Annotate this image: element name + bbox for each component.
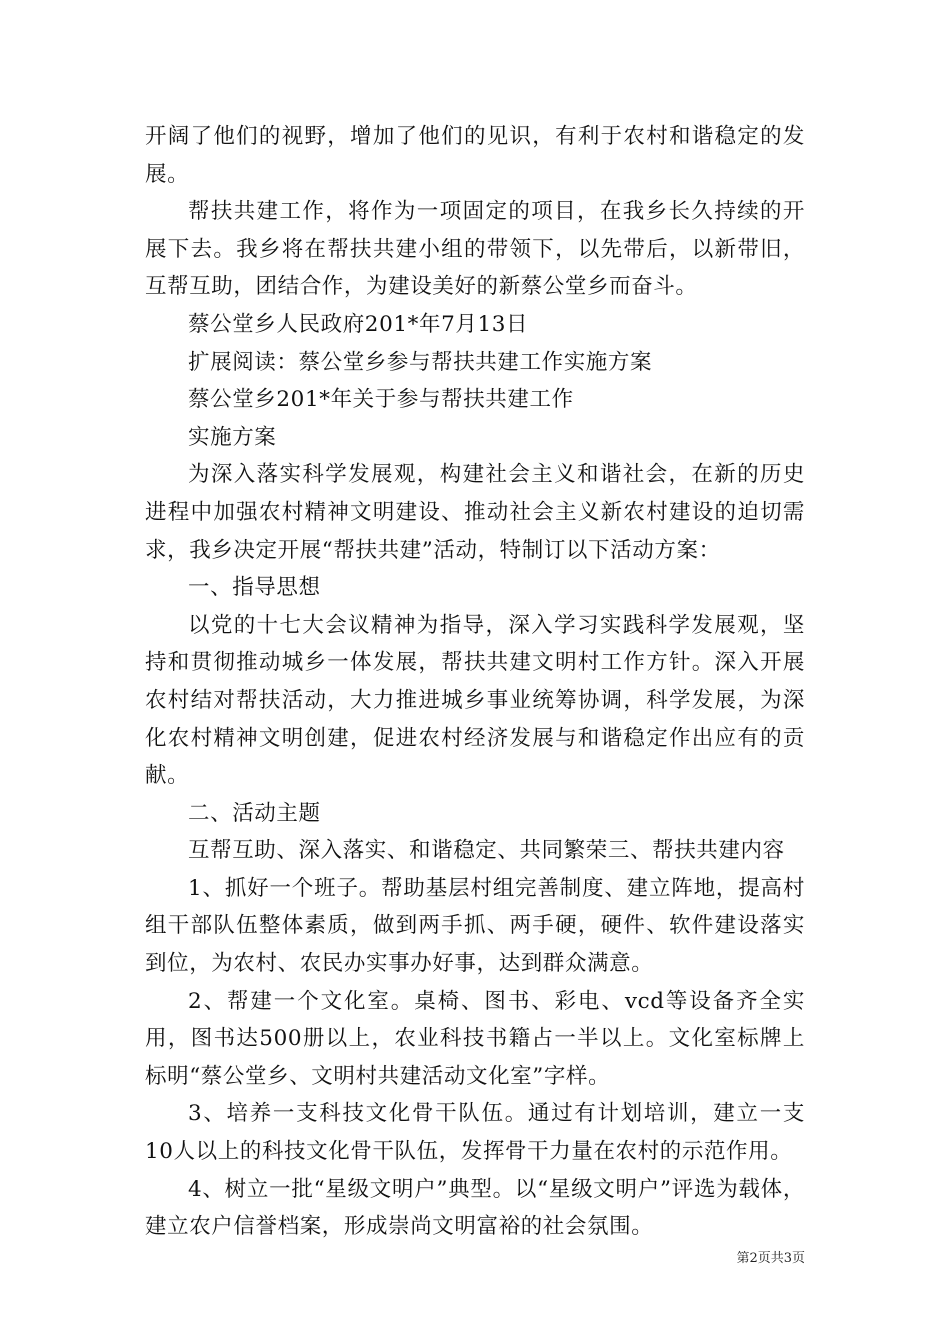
paragraph-closing: 帮扶共建工作，将作为一项固定的项目，在我乡长久持续的开展下去。我乡将在帮扶共建小组的带领下，以先带后，以新带旧，互帮互助，团结合作，为建设美好的新蔡公堂乡而奋斗。 — [145, 199, 805, 300]
paragraph-guiding-thought: 以党的十七大会议精神为指导，深入学习实践科学发展观，坚持和贯彻推动城乡一体发展，帮扶共建文明村工作方针。深入开展农村结对帮扶活动，大力推进城乡事业统筹协调，科学发展，为深化农村精神文明创建，促进农村经济发展与和谐稳定作出应有的贡献。 — [145, 612, 805, 789]
list-item-1: 1、抓好一个班子。帮助基层村组完善制度、建立阵地，提高村组干部队伍整体素质，做到两手抓、两手硬，硬件、软件建设落实到位，为农村、农民办实事办好事，达到群众满意。 — [145, 875, 805, 977]
extended-reading-title: 扩展阅读：蔡公堂乡参与帮扶共建工作实施方案 — [188, 349, 653, 375]
document-body — [145, 118, 805, 1246]
paragraph-theme: 互帮互助、深入落实、和谐稳定、共同繁荣三、帮扶共建内容 — [188, 838, 785, 864]
list-item-3: 3、培养一支科技文化骨干队伍。通过有计划培训，建立一支10人以上的科技文化骨干队伍，发挥骨干力量在农村的示范作用。 — [145, 1101, 805, 1165]
list-item-4: 4、树立一批“星级文明户”典型。以“星级文明户”评选为载体，建立农户信誉档案，形成崇尚文明富裕的社会氛围。 — [145, 1176, 805, 1240]
signature-line: 蔡公堂乡人民政府201*年7月13日 — [188, 311, 529, 337]
plan-title-line-1: 蔡公堂乡201*年关于参与帮扶共建工作 — [188, 387, 574, 413]
plan-title-line-2: 实施方案 — [188, 424, 277, 450]
paragraph-continuation: 开阔了他们的视野，增加了他们的见识，有利于农村和谐稳定的发展。 — [145, 124, 805, 187]
paragraph-intro: 为深入落实科学发展观，构建社会主义和谐社会，在新的历史进程中加强农村精神文明建设、推动社会主义新农村建设的迫切需求，我乡决定开展“帮扶共建”活动，特制订以下活动方案： — [145, 462, 805, 563]
section-heading-theme: 二、活动主题 — [188, 800, 321, 826]
section-heading-guiding-thought: 一、指导思想 — [188, 575, 321, 601]
list-item-2: 2、帮建一个文化室。桌椅、图书、彩电、vcd等设备齐全实用，图书达500册以上，农业科技书籍占一半以上。文化室标牌上标明“蔡公堂乡、文明村共建活动文化室”字样。 — [145, 988, 805, 1089]
page-number: 第2页共3页 — [736, 1251, 805, 1266]
